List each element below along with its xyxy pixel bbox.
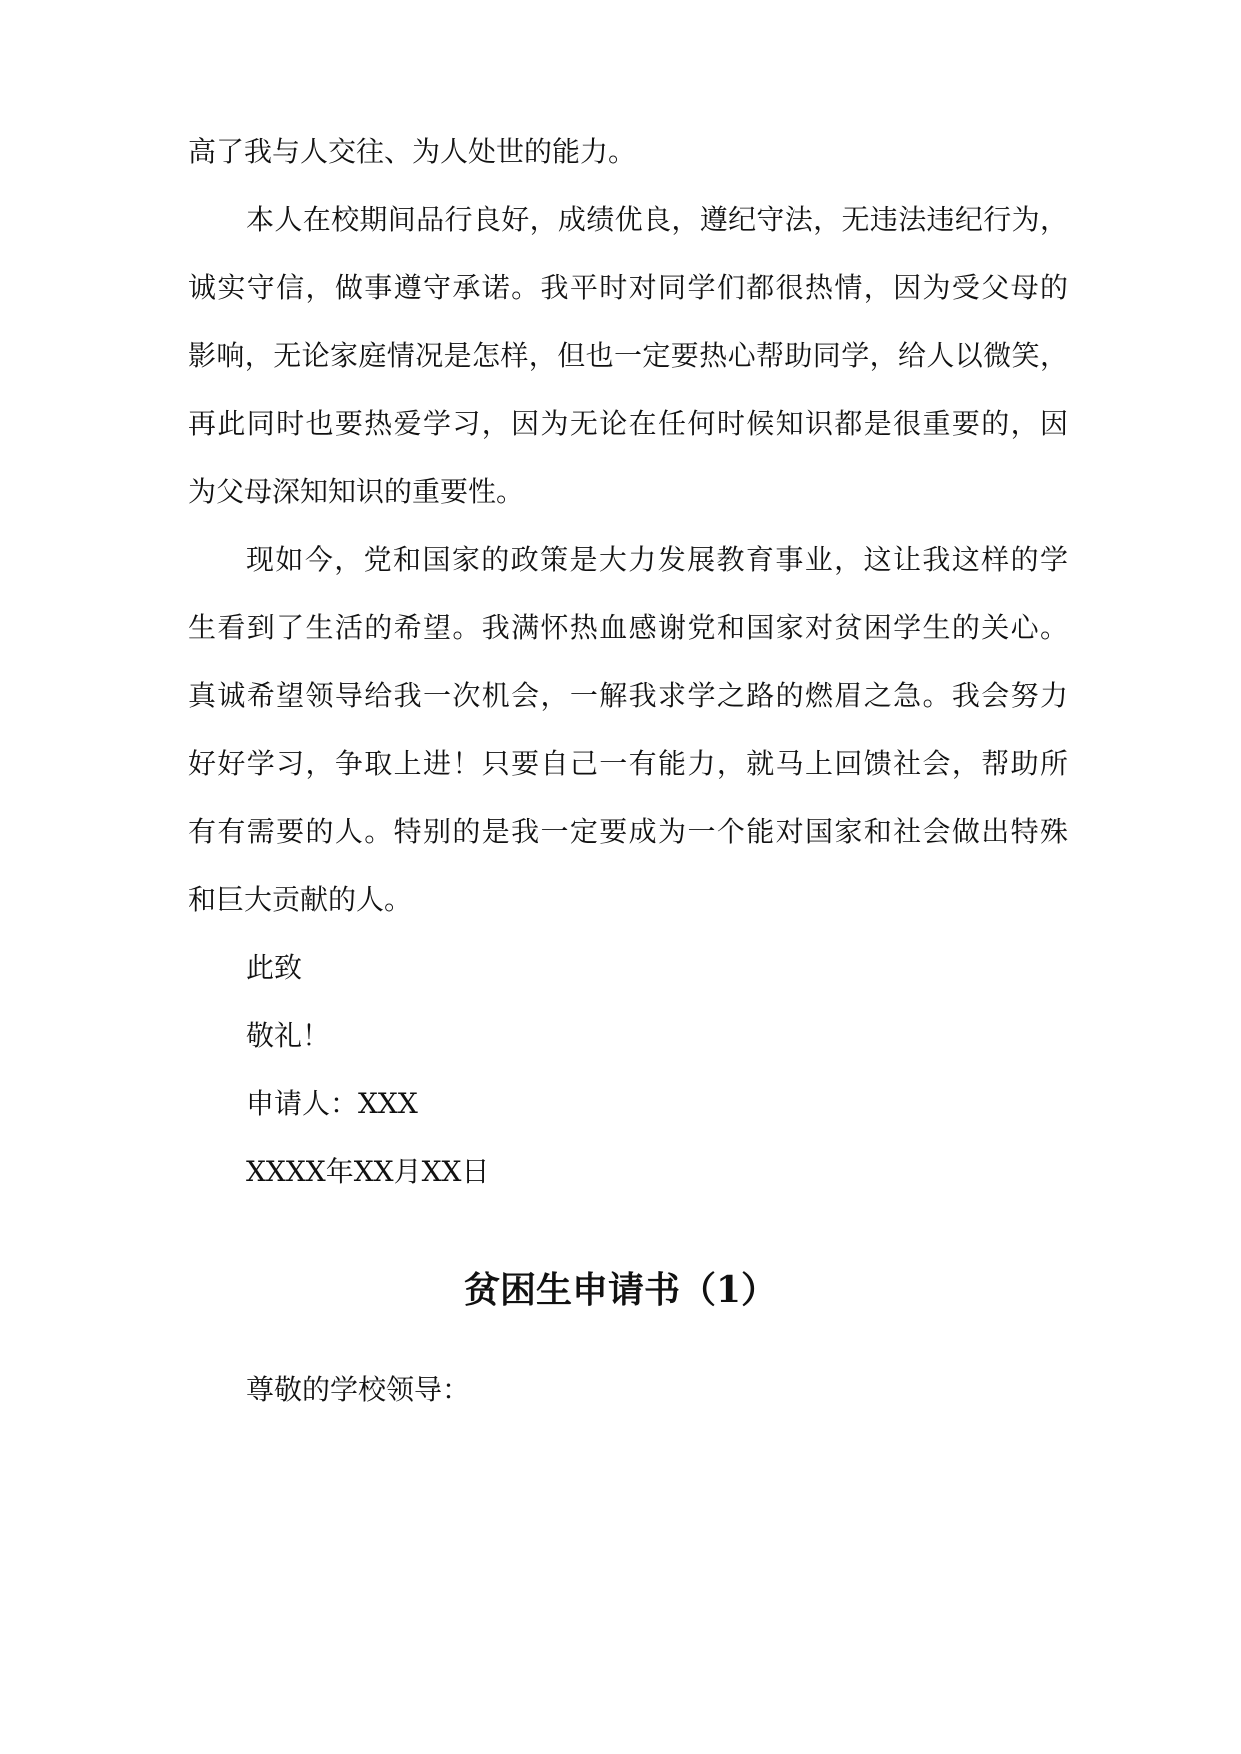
paragraph-line: 好好学习，争取上进！只要自己一有能力，就马上回馈社会，帮助所: [188, 747, 1068, 780]
closing-regards: 敬礼！: [246, 1019, 331, 1052]
paragraph-line: 高了我与人交往、为人处世的能力。: [188, 135, 637, 168]
paragraph-line: 有有需要的人。特别的是我一定要成为一个能对国家和社会做出特殊: [188, 815, 1068, 848]
paragraph-line: 真诚希望领导给我一次机会，一解我求学之路的燃眉之急。我会努力: [188, 679, 1068, 712]
section-title: 贫困生申请书（1）: [463, 1269, 778, 1311]
paragraph-line: 本人在校期间品行良好，成绩优良，遵纪守法，无违法违纪行为，: [246, 203, 1068, 236]
paragraph-line: 为父母深知知识的重要性。: [188, 475, 525, 508]
greeting-line: 尊敬的学校领导：: [246, 1373, 471, 1406]
closing-salutation: 此致: [246, 951, 303, 984]
paragraph-line: 生看到了生活的希望。我满怀热血感谢党和国家对贫困学生的关心。: [188, 611, 1068, 644]
paragraph-line: 现如今，党和国家的政策是大力发展教育事业，这让我这样的学: [246, 543, 1068, 576]
paragraph-line: 影响，无论家庭情况是怎样，但也一定要热心帮助同学，给人以微笑，: [188, 339, 1068, 372]
application-date: XXXX年XX月XX日: [246, 1155, 490, 1188]
paragraph-line: 和巨大贡献的人。: [188, 883, 413, 916]
paragraph-line: 诚实守信，做事遵守承诺。我平时对同学们都很热情，因为受父母的: [188, 271, 1068, 304]
paragraph-line: 再此同时也要热爱学习，因为无论在任何时候知识都是很重要的，因: [188, 407, 1068, 440]
applicant-signature: 申请人：XXX: [246, 1087, 418, 1120]
